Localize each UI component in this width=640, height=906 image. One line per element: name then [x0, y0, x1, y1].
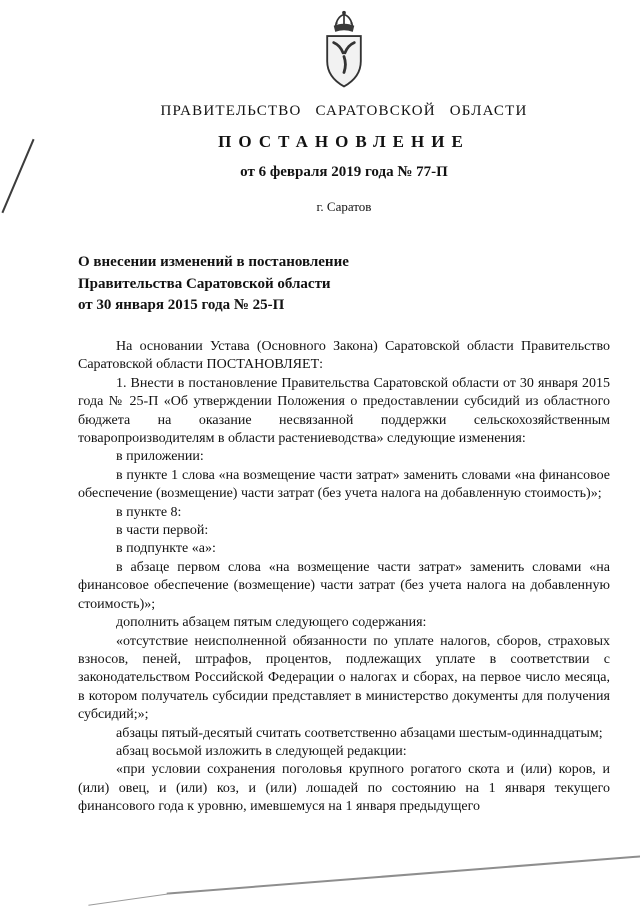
body-paragraph: в абзаце первом слова «на возмещение части затрат» заменить словами «на финансовое обеспечение (возмещение) части затрат (без учета налога на добавленную стоимость)»; — [78, 559, 610, 612]
title-line-2: Правительства Саратовской области — [78, 275, 331, 292]
title-line-3: от 30 января 2015 года № 25-П — [78, 297, 285, 313]
scan-artifact-top-left — [1, 139, 34, 213]
scan-artifact-bottom-left-edge — [88, 893, 169, 905]
scan-artifact-bottom-edge — [167, 855, 640, 894]
coat-of-arms-icon — [62, 8, 626, 94]
body-paragraph: дополнить абзацем пятым следующего содержания: — [116, 615, 427, 631]
body-paragraph: 1. Внести в постановление Правительства Саратовской области от 30 января 2015 года № 25-П «Об утверждении Положения о предоставлении субсидий из областного бюджета на оказание несвязанной поддержки сельскохозяйственным товаропроизводителям в области растениеводства» следующие изменения: — [78, 375, 610, 447]
city-line: г. Саратов — [316, 199, 372, 214]
body-paragraph: в подпункте «а»: — [116, 541, 216, 557]
document-type-heading: ПОСТАНОВЛЕНИЕ — [218, 132, 470, 151]
document-body — [78, 338, 610, 817]
document-title — [78, 252, 349, 317]
authority-name: ПРАВИТЕЛЬСТВО САРАТОВСКОЙ ОБЛАСТИ — [160, 103, 528, 119]
body-paragraph: абзац восьмой изложить в следующей редакции: — [116, 743, 407, 759]
title-line-1: О внесении изменений в постановление — [78, 254, 349, 270]
body-paragraph: в приложении: — [116, 449, 204, 465]
body-paragraph: в части первой: — [116, 523, 209, 539]
body-paragraph: «при условии сохранения поголовья крупного рогатого скота и (или) коров, и (или) овец, и (или) коз, и (или) лошадей по состоянию на 1 января текущего финансового года к уровню, имевшемуся на 1 января предыдущего — [78, 762, 610, 815]
body-paragraph: На основании Устава (Основного Закона) Саратовской области Правительство Саратовской области ПОСТАНОВЛЯЕТ: — [78, 339, 610, 373]
body-paragraph: абзацы пятый-десятый считать соответственно абзацами шестым-одиннадцатым; — [116, 725, 603, 741]
date-and-number-line: от 6 февраля 2019 года № 77-П — [240, 164, 448, 180]
body-paragraph: «отсутствие неисполненной обязанности по уплате налогов, сборов, страховых взносов, пеней, штрафов, процентов, подлежащих уплате в соответствии с законодательством Российской Федерации о налогах и сборах, на первое число месяца, в котором получатель субсидии представляет в министерство документы для получения субсидий;»; — [78, 633, 610, 723]
body-paragraph: в пункте 8: — [116, 504, 182, 520]
body-paragraph: в пункте 1 слова «на возмещение части затрат» заменить словами «на финансовое обеспечение (возмещение) части затрат (без учета налога на добавленную стоимость)»; — [78, 467, 610, 502]
